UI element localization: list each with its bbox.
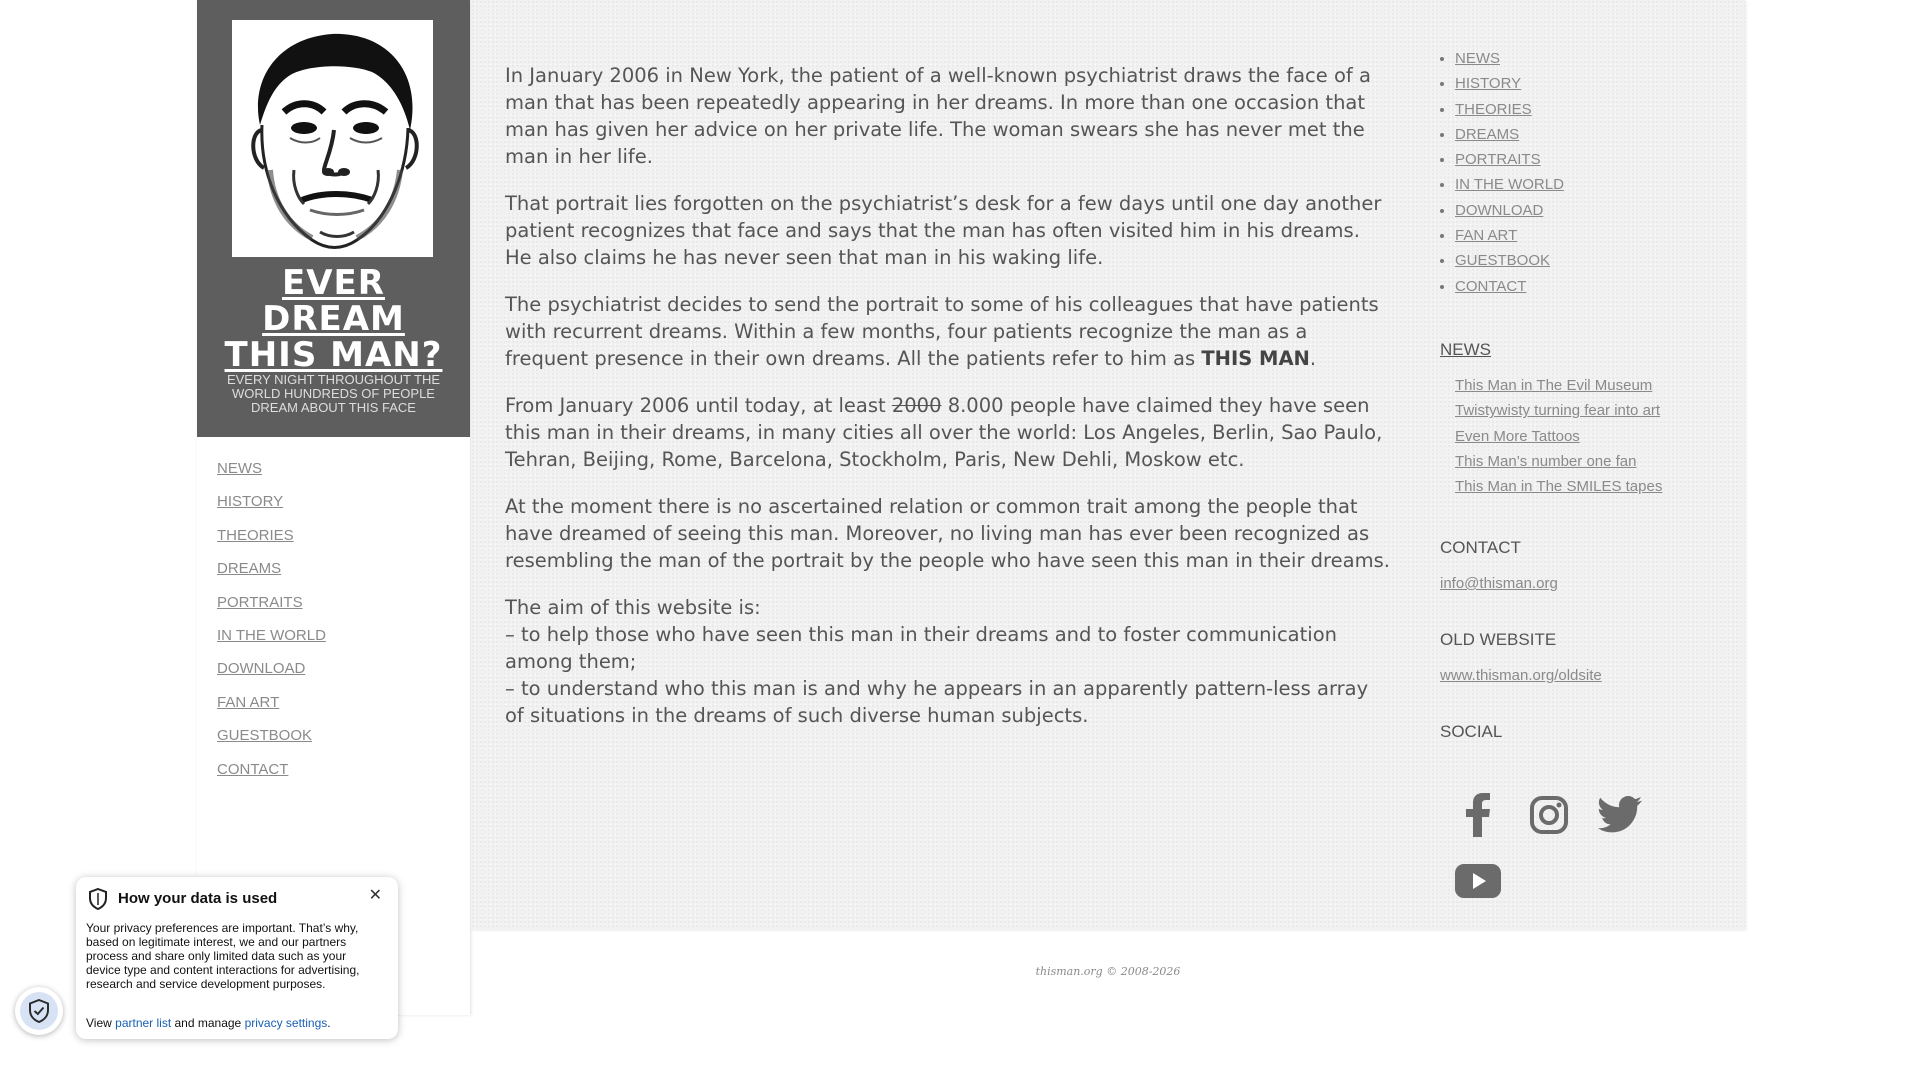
sidebar-nav-item	[217, 725, 326, 758]
aims-intro: The aim of this website is:	[505, 596, 761, 619]
privacy-settings-link[interactable]: privacy settings	[244, 1016, 328, 1030]
site-title-line-3[interactable]: THIS MAN?	[224, 335, 443, 375]
sidebar-nav-item	[217, 491, 326, 524]
right-nav-item	[1455, 202, 1730, 227]
right-nav	[1440, 50, 1730, 303]
sidebar-nav-item	[217, 759, 326, 792]
sidebar-nav-item	[217, 458, 326, 491]
right-link-contact[interactable]: CONTACT	[1455, 277, 1527, 295]
aim-item-2: – to understand who this man is and why he appears in an apparently pattern-less array of situations in the dreams of such diverse human subjects.	[505, 677, 1369, 727]
news-link[interactable]: Even More Tattoos	[1455, 427, 1580, 445]
article-paragraph-4	[505, 392, 1390, 473]
old-website-heading: OLD WEBSITE	[1440, 630, 1557, 649]
youtube-icon[interactable]	[1453, 856, 1503, 906]
privacy-foot-mid: and manage	[171, 1016, 245, 1030]
brand-block	[197, 0, 470, 437]
privacy-body: Your privacy preferences are important. That’s why, based on legitimate interest, we and our partners process and share only limited data such as your device type and content interactions for advertising, research and service development purposes.	[86, 921, 360, 991]
right-link-history[interactable]: HISTORY	[1455, 75, 1522, 93]
instagram-icon[interactable]	[1524, 790, 1574, 840]
right-link-portraits[interactable]: PORTRAITS	[1455, 151, 1541, 169]
sidebar-nav-item	[217, 658, 326, 691]
social-heading: SOCIAL	[1440, 722, 1503, 741]
article-paragraph-2: That portrait lies forgotten on the psychiatrist’s desk for a few days until one day another patient recognizes that face and says that the man has often visited him in his dreams. He also claims he has never seen that man in his waking life.	[505, 192, 1382, 269]
twitter-icon[interactable]	[1595, 790, 1645, 840]
article-paragraph-4-start: From January 2006 until today, at least	[505, 394, 892, 417]
sidebar-link-fan-art[interactable]: FAN ART	[217, 693, 280, 711]
right-nav-item	[1455, 101, 1730, 126]
privacy-title: How your data is used	[118, 890, 278, 907]
article-paragraph-5: At the moment there is no ascertained relation or common trait among the people that have dreamed of seeing this man. Moreover, no living man has ever been recognized as resembling the man of the portrait by the people who have seen this man in their dreams.	[505, 495, 1390, 572]
sidebar-link-theories[interactable]: THEORIES	[217, 526, 294, 544]
sidebar-nav-item	[217, 625, 326, 658]
sidebar-link-contact[interactable]: CONTACT	[217, 760, 289, 778]
old-website-wrap	[1440, 667, 1602, 685]
right-column	[1440, 50, 1730, 741]
aim-item-1: – to help those who have seen this man in their dreams and to foster communication among them;	[505, 623, 1337, 673]
article-paragraph-1: In January 2006 in New York, the patient of a well-known psychiatrist draws the face of a man that has been repeatedly appearing in her dreams. In more than one occasion that man has given her advice on her private life. The woman swears she has never met the man in her life.	[505, 64, 1371, 168]
shield-icon-wrap	[20, 992, 58, 1030]
sidebar-link-dreams[interactable]: DREAMS	[217, 560, 282, 578]
contact-heading: CONTACT	[1440, 538, 1521, 557]
sidebar-link-download[interactable]: DOWNLOAD	[217, 660, 306, 678]
right-nav-item	[1455, 227, 1730, 252]
sidebar-link-portraits[interactable]: PORTRAITS	[217, 593, 303, 611]
right-link-news[interactable]: NEWS	[1455, 50, 1500, 67]
right-link-theories[interactable]: THEORIES	[1455, 100, 1532, 118]
contact-email-wrap	[1440, 575, 1558, 593]
article-aims	[505, 594, 1390, 729]
news-link[interactable]: This Man’s number one fan	[1455, 452, 1637, 470]
news-item	[1455, 453, 1662, 478]
privacy-shield-button[interactable]	[15, 987, 63, 1035]
shield-check-icon	[28, 999, 50, 1023]
right-link-dreams[interactable]: DREAMS	[1455, 125, 1520, 143]
main-content	[471, 0, 1745, 929]
right-nav-item	[1455, 252, 1730, 277]
sidebar-nav-item	[217, 592, 326, 625]
article-paragraph-4-rest: 8.000 people have claimed they have seen this man in their dreams, in many cities all over the world: Los Angeles, Berlin, Sao Paulo, Tehran, Beijing, Rome, Barcelona, Stockholm, Paris, New Dehli, Moskow etc.	[505, 394, 1383, 471]
sidebar-link-guestbook[interactable]: GUESTBOOK	[217, 727, 313, 745]
contact-email-link[interactable]: info@thisman.org	[1440, 575, 1558, 592]
footer	[471, 965, 1745, 978]
right-link-fan-art[interactable]: FAN ART	[1455, 227, 1518, 245]
sidebar-nav-item	[217, 558, 326, 591]
this-man-emphasis: THIS MAN	[1201, 347, 1310, 370]
article-paragraph-3	[505, 291, 1390, 372]
news-link[interactable]: This Man in The Evil Museum	[1455, 377, 1653, 394]
partner-list-link[interactable]: partner list	[115, 1016, 172, 1030]
right-nav-item	[1455, 50, 1730, 75]
old-website-link[interactable]: www.thisman.org/oldsite	[1440, 667, 1602, 684]
site-title-line-2[interactable]: DREAM	[262, 299, 405, 339]
article	[505, 62, 1390, 749]
site-title-line-1[interactable]: EVER	[282, 263, 385, 303]
left-sidebar	[197, 0, 470, 1015]
right-nav-item	[1455, 126, 1730, 151]
facebook-icon[interactable]	[1453, 790, 1503, 840]
right-nav-item	[1455, 176, 1730, 201]
sidebar-link-history[interactable]: HISTORY	[217, 493, 284, 511]
sidebar-link-in-the-world[interactable]: IN THE WORLD	[217, 626, 326, 644]
news-heading[interactable]: NEWS	[1440, 340, 1491, 359]
privacy-popup	[76, 877, 398, 1039]
right-nav-item	[1455, 75, 1730, 100]
news-item	[1455, 428, 1662, 453]
struck-count: 2000	[891, 394, 942, 417]
right-nav-item	[1455, 151, 1730, 176]
this-man-portrait[interactable]	[232, 20, 433, 257]
right-link-in-the-world[interactable]: IN THE WORLD	[1455, 176, 1564, 194]
site-tagline: EVERY NIGHT THROUGHOUT THE WORLD HUNDREDS OF PEOPLE DREAM ABOUT THIS FACE	[226, 372, 441, 415]
sidebar-nav-item	[217, 525, 326, 558]
close-icon[interactable]: ✕	[368, 887, 382, 904]
sidebar-nav	[217, 458, 326, 792]
article-paragraph-3-text: The psychiatrist decides to send the portrait to some of his colleagues that have patients with recurrent dreams. Within a few months, four patients recognize the man as a frequent presence in their own dreams. All the patients refer to him as	[505, 293, 1379, 370]
news-item	[1455, 478, 1662, 503]
sidebar-nav-item	[217, 692, 326, 725]
site-title[interactable]	[197, 265, 470, 373]
footer-copyright: thisman.org © 2008-2026	[1035, 965, 1181, 978]
news-link[interactable]: Twistywisty turning fear into art	[1455, 402, 1661, 420]
right-link-download[interactable]: DOWNLOAD	[1455, 201, 1544, 219]
privacy-foot-view: View	[86, 1016, 116, 1030]
sidebar-link-news[interactable]: NEWS	[217, 460, 262, 477]
shield-icon	[88, 888, 108, 910]
privacy-footer	[86, 1016, 331, 1030]
right-link-guestbook[interactable]: GUESTBOOK	[1455, 252, 1551, 270]
article-paragraph-3-end: .	[1309, 347, 1317, 370]
news-list	[1455, 377, 1662, 503]
news-link[interactable]: This Man in The SMILES tapes	[1455, 478, 1663, 496]
right-nav-item	[1455, 278, 1730, 303]
privacy-foot-end: .	[327, 1016, 331, 1030]
news-item	[1455, 377, 1662, 402]
news-item	[1455, 402, 1662, 427]
